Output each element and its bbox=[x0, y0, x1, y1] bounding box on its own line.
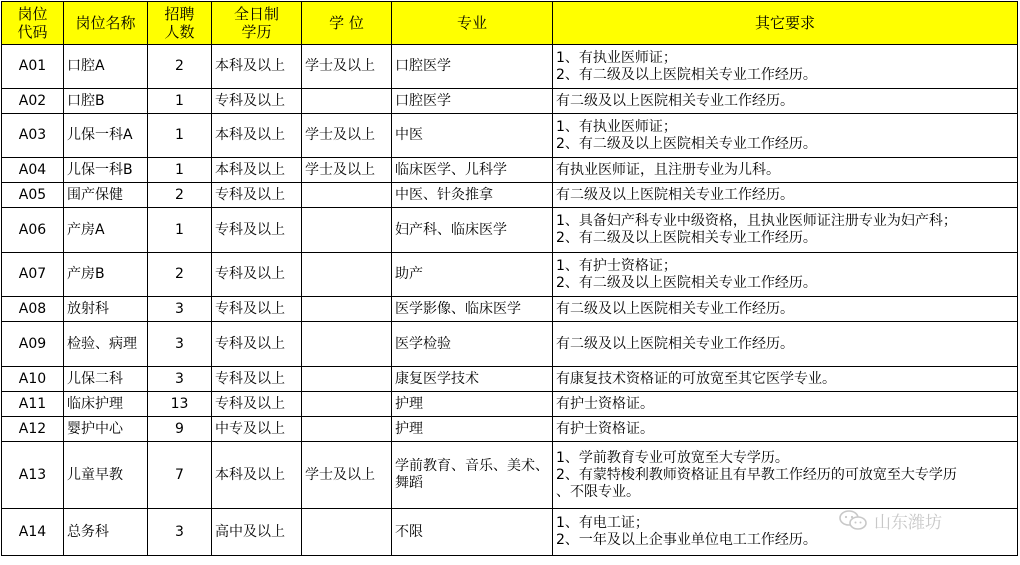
cell-other-requirements bbox=[553, 158, 1018, 183]
cell-other-requirements bbox=[553, 367, 1018, 392]
cell-code: A14 bbox=[2, 509, 64, 556]
cell-education: 专科及以上 bbox=[212, 208, 302, 253]
cell-major: 中医、针灸推拿 bbox=[392, 183, 553, 208]
cell-degree: 学士及以上 bbox=[302, 158, 392, 183]
cell-other-requirements bbox=[553, 253, 1018, 297]
cell-degree bbox=[302, 253, 392, 297]
cell-education: 本科及以上 bbox=[212, 45, 302, 89]
header-row bbox=[2, 2, 1018, 45]
requirement-line: 有二级及以上医院相关专业工作经历。 bbox=[556, 186, 794, 203]
cell-other-requirements bbox=[553, 297, 1018, 322]
cell-major: 不限 bbox=[392, 509, 553, 556]
requirement-line: 2、一年及以上企事业单位电工工作经历。 bbox=[556, 532, 817, 548]
cell-other-requirements bbox=[553, 417, 1018, 442]
cell-code: A01 bbox=[2, 45, 64, 89]
cell-count: 3 bbox=[148, 509, 212, 556]
cell-other-requirements bbox=[553, 45, 1018, 89]
cell-major: 医学检验 bbox=[392, 322, 553, 367]
header-degree: 学 位 bbox=[302, 2, 392, 45]
cell-code: A13 bbox=[2, 442, 64, 509]
cell-count: 2 bbox=[148, 45, 212, 89]
cell-name: 儿保一科A bbox=[64, 114, 148, 158]
cell-major: 护理 bbox=[392, 392, 553, 417]
cell-degree: 学士及以上 bbox=[302, 114, 392, 158]
table-row bbox=[2, 322, 1018, 367]
recruitment-table bbox=[1, 1, 1018, 556]
table-row bbox=[2, 392, 1018, 417]
requirement-line: 有护士资格证。 bbox=[556, 420, 654, 437]
cell-name: 儿童早教 bbox=[64, 442, 148, 509]
cell-count: 1 bbox=[148, 208, 212, 253]
header-name: 岗位名称 bbox=[64, 2, 148, 45]
requirement-line: 有二级及以上医院相关专业工作经历。 bbox=[556, 335, 794, 352]
cell-count: 2 bbox=[148, 253, 212, 297]
cell-other-requirements bbox=[553, 208, 1018, 253]
wechat-icon bbox=[838, 509, 868, 531]
cell-major: 妇产科、临床医学 bbox=[392, 208, 553, 253]
cell-other-requirements bbox=[553, 114, 1018, 158]
requirement-line: 有执业医师证，且注册专业为儿科。 bbox=[556, 161, 780, 178]
cell-education: 本科及以上 bbox=[212, 114, 302, 158]
cell-code: A02 bbox=[2, 89, 64, 114]
requirement-line: 2、有二级及以上医院相关专业工作经历。 bbox=[556, 135, 817, 152]
cell-code: A10 bbox=[2, 367, 64, 392]
cell-degree bbox=[302, 509, 392, 556]
cell-education: 专科及以上 bbox=[212, 322, 302, 367]
table-row bbox=[2, 417, 1018, 442]
header-count: 招聘 人数 bbox=[148, 2, 212, 45]
requirement-line: 、不限专业。 bbox=[556, 483, 640, 500]
table-row bbox=[2, 253, 1018, 297]
table-row bbox=[2, 367, 1018, 392]
cell-education: 本科及以上 bbox=[212, 442, 302, 509]
cell-education: 专科及以上 bbox=[212, 253, 302, 297]
cell-major: 护理 bbox=[392, 417, 553, 442]
requirement-line: 2、有二级及以上医院相关专业工作经历。 bbox=[556, 66, 817, 83]
cell-degree bbox=[302, 367, 392, 392]
cell-name: 产房B bbox=[64, 253, 148, 297]
header-code: 岗位 代码 bbox=[2, 2, 64, 45]
cell-major: 医学影像、临床医学 bbox=[392, 297, 553, 322]
requirement-line: 2、有二级及以上医院相关专业工作经历。 bbox=[556, 230, 817, 246]
cell-code: A11 bbox=[2, 392, 64, 417]
cell-code: A05 bbox=[2, 183, 64, 208]
watermark bbox=[838, 507, 1018, 533]
cell-degree bbox=[302, 322, 392, 367]
cell-education: 专科及以上 bbox=[212, 392, 302, 417]
cell-degree: 学士及以上 bbox=[302, 45, 392, 89]
cell-code: A09 bbox=[2, 322, 64, 367]
table-row bbox=[2, 158, 1018, 183]
requirement-line: 2、有二级及以上医院相关专业工作经历。 bbox=[556, 274, 817, 291]
header-major: 专业 bbox=[392, 2, 553, 45]
cell-name: 儿保一科B bbox=[64, 158, 148, 183]
table-row bbox=[2, 208, 1018, 253]
cell-code: A03 bbox=[2, 114, 64, 158]
cell-education: 高中及以上 bbox=[212, 509, 302, 556]
requirement-line: 有康复技术资格证的可放宽至其它医学专业。 bbox=[556, 370, 836, 387]
requirement-line: 有二级及以上医院相关专业工作经历。 bbox=[556, 92, 794, 109]
requirement-line: 有二级及以上医院相关专业工作经历。 bbox=[556, 300, 794, 317]
cell-name: 儿保二科 bbox=[64, 367, 148, 392]
cell-education: 专科及以上 bbox=[212, 367, 302, 392]
requirement-line: 2、有蒙特梭利教师资格证且有早教工作经历的可放宽至大专学历 bbox=[556, 466, 957, 483]
cell-major: 助产 bbox=[392, 253, 553, 297]
cell-name: 临床护理 bbox=[64, 392, 148, 417]
cell-name: 围产保健 bbox=[64, 183, 148, 208]
cell-name: 口腔B bbox=[64, 89, 148, 114]
cell-count: 1 bbox=[148, 89, 212, 114]
cell-name: 总务科 bbox=[64, 509, 148, 556]
cell-count: 7 bbox=[148, 442, 212, 509]
cell-major: 临床医学、儿科学 bbox=[392, 158, 553, 183]
cell-other-requirements bbox=[553, 322, 1018, 367]
table-row bbox=[2, 114, 1018, 158]
cell-degree bbox=[302, 183, 392, 208]
cell-code: A04 bbox=[2, 158, 64, 183]
cell-code: A07 bbox=[2, 253, 64, 297]
cell-count: 3 bbox=[148, 322, 212, 367]
cell-count: 2 bbox=[148, 183, 212, 208]
cell-other-requirements bbox=[553, 183, 1018, 208]
cell-name: 放射科 bbox=[64, 297, 148, 322]
requirement-line: 1、有护士资格证； bbox=[556, 257, 677, 274]
cell-code: A08 bbox=[2, 297, 64, 322]
requirement-line: 1、有电工证； bbox=[556, 515, 649, 531]
cell-other-requirements bbox=[553, 89, 1018, 114]
table-body bbox=[2, 45, 1018, 556]
cell-name: 检验、病理 bbox=[64, 322, 148, 367]
cell-name: 婴护中心 bbox=[64, 417, 148, 442]
cell-major: 学前教育、音乐、美术、舞蹈 bbox=[392, 442, 553, 509]
cell-name: 口腔A bbox=[64, 45, 148, 89]
cell-major: 口腔医学 bbox=[392, 89, 553, 114]
cell-degree bbox=[302, 392, 392, 417]
cell-count: 1 bbox=[148, 158, 212, 183]
cell-count: 3 bbox=[148, 367, 212, 392]
cell-count: 13 bbox=[148, 392, 212, 417]
cell-code: A12 bbox=[2, 417, 64, 442]
cell-education: 专科及以上 bbox=[212, 89, 302, 114]
cell-other-requirements bbox=[553, 392, 1018, 417]
table-row bbox=[2, 442, 1018, 509]
cell-degree bbox=[302, 208, 392, 253]
cell-major: 康复医学技术 bbox=[392, 367, 553, 392]
cell-count: 1 bbox=[148, 114, 212, 158]
cell-education: 中专及以上 bbox=[212, 417, 302, 442]
table-row bbox=[2, 297, 1018, 322]
cell-major: 中医 bbox=[392, 114, 553, 158]
requirement-line: 有护士资格证。 bbox=[556, 395, 654, 412]
cell-degree: 学士及以上 bbox=[302, 442, 392, 509]
table-row bbox=[2, 89, 1018, 114]
cell-other-requirements bbox=[553, 442, 1018, 509]
cell-count: 3 bbox=[148, 297, 212, 322]
requirement-line: 1、有执业医师证； bbox=[556, 118, 677, 135]
cell-count: 9 bbox=[148, 417, 212, 442]
requirement-line: 1、有执业医师证； bbox=[556, 49, 677, 66]
requirement-line: 1、具备妇产科专业中级资格，且执业医师证注册专业为妇产科； bbox=[556, 213, 957, 229]
cell-education: 专科及以上 bbox=[212, 183, 302, 208]
cell-degree bbox=[302, 417, 392, 442]
cell-education: 专科及以上 bbox=[212, 297, 302, 322]
header-education: 全日制 学历 bbox=[212, 2, 302, 45]
header-other-requirements: 其它要求 bbox=[553, 2, 1018, 45]
cell-degree bbox=[302, 297, 392, 322]
table-row bbox=[2, 45, 1018, 89]
cell-name: 产房A bbox=[64, 208, 148, 253]
cell-degree bbox=[302, 89, 392, 114]
cell-major: 口腔医学 bbox=[392, 45, 553, 89]
watermark-text: 山东潍坊 bbox=[874, 512, 942, 533]
cell-education: 本科及以上 bbox=[212, 158, 302, 183]
table-row bbox=[2, 183, 1018, 208]
cell-code: A06 bbox=[2, 208, 64, 253]
requirement-line: 1、学前教育专业可放宽至大专学历。 bbox=[556, 449, 789, 466]
